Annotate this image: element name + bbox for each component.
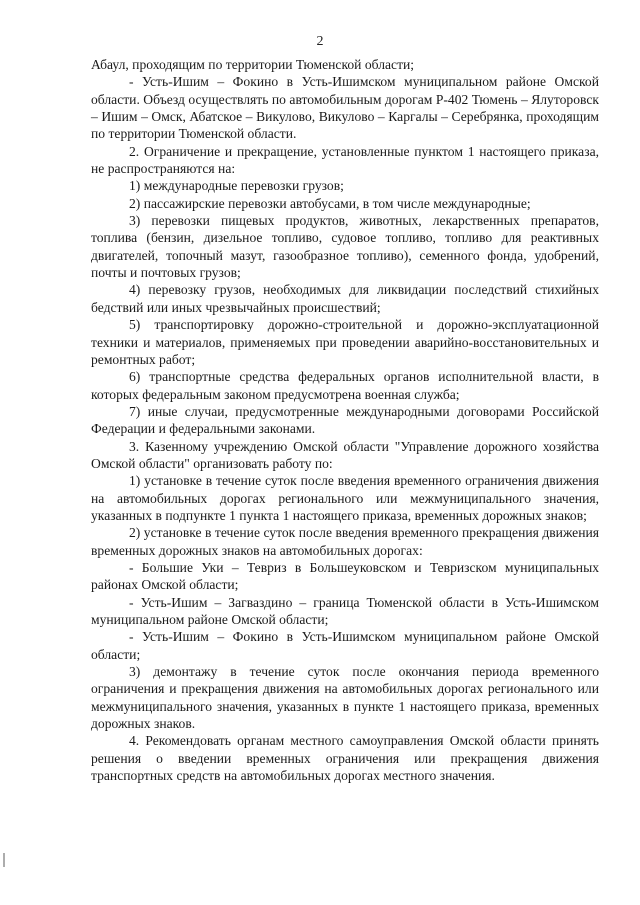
paragraph: Абаул, проходящим по территории Тюменской области; xyxy=(91,57,415,72)
paragraph: 2. Ограничение и прекращение, установленные пунктом 1 настоящего приказа, не распространяются на: xyxy=(91,143,599,177)
list-item: - Усть-Ишим – Загваздино – граница Тюменской области в Усть-Ишимском муниципальном районе Омской области; xyxy=(91,594,599,627)
list-item: 6) транспортные средства федеральных органов исполнительной власти, в которых федеральным законом предусмотрена военная служба; xyxy=(91,369,599,402)
list-item: 2) пассажирские перевозки автобусами, в том числе международные; xyxy=(129,195,531,211)
list-item: 1) установке в течение суток после введения временного ограничения движения на автомобильных дорогах регионального или межмуниципального значения, указанных в подпункте 1 пункта 1 настоящего приказа, временных дорожных знаков; xyxy=(91,473,599,523)
paragraph: - Усть-Ишим – Фокино в Усть-Ишимском муниципальном районе Омской области. Объезд осуществлять по автомобильным дорогам Р-402 Тюмень – Ялуторовск – Ишим – Омск, Абатское – Викулово, Викулово – Каргалы – Серебрянка, проходящим по территории Тюменской области. xyxy=(91,74,599,142)
paragraph: 3. Казенному учреждению Омской области "Управление дорожного хозяйства Омской области" организовать работу по: xyxy=(91,438,599,471)
document-body xyxy=(91,56,599,784)
page-number: 2 xyxy=(316,34,324,49)
scan-edge-mark xyxy=(3,853,5,867)
list-item: 7) иные случаи, предусмотренные международными договорами Российской Федерации и федеральными законами. xyxy=(91,403,599,437)
list-item: 2) установке в течение суток после введения временного прекращения движения временных дорожных знаков на автомобильных дорогах: xyxy=(91,525,599,558)
list-item: - Большие Уки – Тевриз в Большеуковском и Тевризском муниципальных районах Омской области; xyxy=(91,559,599,593)
list-item: 3) демонтажу в течение суток после окончания периода временного ограничения и прекращения движения на автомобильных дорогах регионального или межмуниципального значения, указанных в пункте 1 настоящего приказа, временных дорожных знаков. xyxy=(91,664,599,732)
list-item: 5) транспортировку дорожно-строительной и дорожно-эксплуатационной техники и материалов, применяемых при проведении аварийно-восстановительных и ремонтных работ; xyxy=(91,317,599,367)
list-item: 1) международные перевозки грузов; xyxy=(129,178,344,194)
list-item: 3) перевозки пищевых продуктов, животных, лекарственных препаратов, топлива (бензин, дизельное топливо, судовое топливо, топливо для реактивных двигателей, топочный мазут, газообразное топливо), семенного фонда, удобрений, почты и почтовых грузов; xyxy=(91,213,599,281)
paragraph: 4. Рекомендовать органам местного самоуправления Омской области принять решения о введении временных ограничения или прекращения движения транспортных средств на автомобильных дорогах местного значения. xyxy=(91,733,599,784)
list-item: - Усть-Ишим – Фокино в Усть-Ишимском муниципальном районе Омской области; xyxy=(91,629,599,662)
list-item: 4) перевозку грузов, необходимых для ликвидации последствий стихийных бедствий или иных чрезвычайных происшествий; xyxy=(91,282,599,315)
